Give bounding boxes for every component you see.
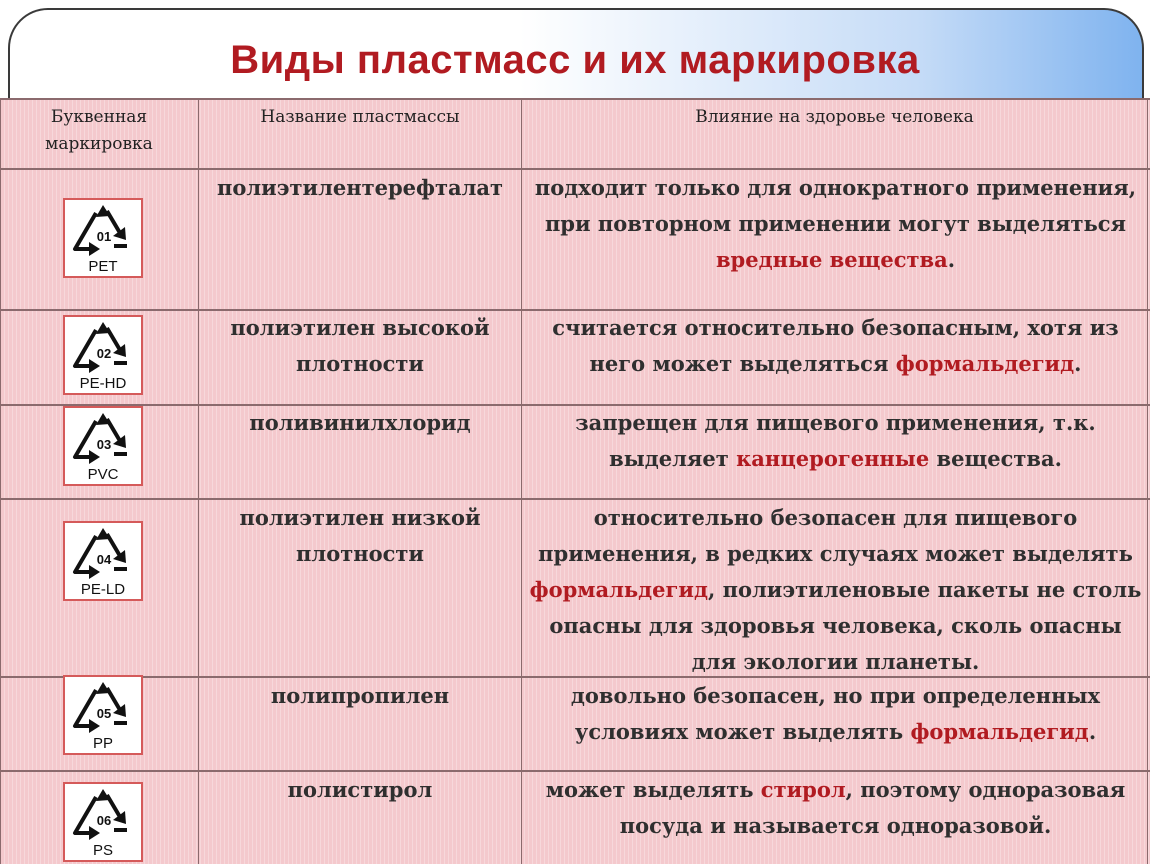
resin-code: PE-HD xyxy=(79,375,127,392)
grid-line xyxy=(521,98,522,864)
resin-code: PS xyxy=(92,842,114,859)
health-effect: может выделять стирол, поэтому одноразовая посуда и называется одноразовой. xyxy=(545,777,1126,838)
recycling-triangle-icon xyxy=(65,317,141,393)
recycling-symbol-pe-hd xyxy=(63,315,143,395)
resin-code: PET xyxy=(88,258,118,275)
plastics-table xyxy=(0,98,1150,864)
resin-number: 03 xyxy=(96,437,112,452)
recycling-triangle-icon xyxy=(65,784,141,860)
resin-number: 05 xyxy=(96,706,112,721)
grid-line xyxy=(1147,98,1148,864)
resin-code: PVC xyxy=(87,466,119,483)
recycling-triangle-icon xyxy=(65,523,141,599)
grid-line xyxy=(0,98,1150,100)
resin-number: 06 xyxy=(96,813,112,828)
recycling-symbol-pvc xyxy=(63,406,143,486)
health-effect: запрещен для пищевого применения, т.к. выделяет канцерогенные вещества. xyxy=(575,410,1096,471)
resin-number: 01 xyxy=(96,229,112,244)
header-name: Название пластмассы xyxy=(260,107,460,127)
header-marking: Буквенная маркировка xyxy=(45,107,153,154)
recycling-triangle-icon xyxy=(65,200,141,276)
recycling-triangle-icon xyxy=(65,677,141,753)
health-effect: считается относительно безопасным, хотя из него может выделяться формальдегид. xyxy=(552,315,1119,376)
page-title: Виды пластмасс и их маркировка xyxy=(230,38,920,82)
plastic-name: полипропилен xyxy=(270,683,450,708)
grid-line xyxy=(198,98,199,864)
plastic-name: поливинилхлорид xyxy=(249,410,471,435)
recycling-symbol-ps xyxy=(63,782,143,862)
resin-number: 02 xyxy=(96,346,112,361)
grid-line xyxy=(0,98,1,864)
recycling-symbol-pe-ld xyxy=(63,521,143,601)
recycling-symbol-pp xyxy=(63,675,143,755)
recycling-triangle-icon xyxy=(65,408,141,484)
header-effect: Влияние на здоровье человека xyxy=(695,107,974,127)
plastic-name: полистирол xyxy=(287,777,433,802)
plastic-name: полиэтилен низкой плотности xyxy=(239,505,481,566)
health-effect: относительно безопасен для пищевого применения, в редких случаях может выделять формальдегид, полиэтиленовые пакеты не столь опасны для здоровья человека, сколь опасны для экологии планеты. xyxy=(529,505,1142,674)
health-effect: довольно безопасен, но при определенных условиях может выделять формальдегид. xyxy=(570,683,1101,744)
resin-number: 04 xyxy=(96,552,112,567)
recycling-symbol-pet xyxy=(63,198,143,278)
plastic-name: полиэтилентерефталат xyxy=(216,175,504,200)
plastic-name: полиэтилен высокой плотности xyxy=(230,315,490,376)
resin-code: PP xyxy=(92,735,114,752)
resin-code: PE-LD xyxy=(80,581,126,598)
health-effect: подходит только для однократного применения, при повторном применении могут выделяться вредные вещества. xyxy=(534,175,1137,272)
